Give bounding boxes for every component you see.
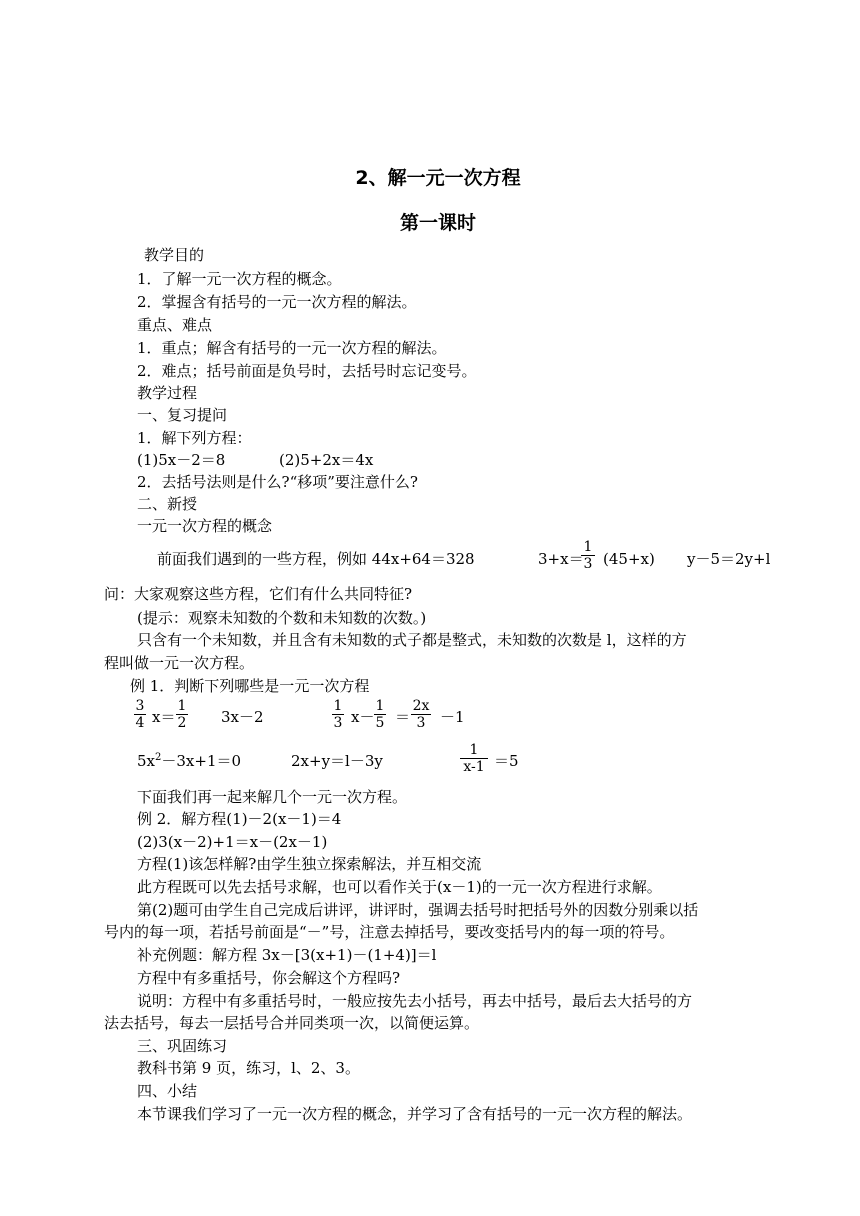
key-2: 2．难点；括号前面是负号时，去括号时忘记变号。 <box>137 362 477 380</box>
ex1-c-eq: ＝ <box>395 708 411 726</box>
para-6-line-1: 说明：方程中有多重括号时，一般应按先去小括号，再去中括号，最后去大括号的方 <box>137 992 693 1010</box>
key-heading: 重点、难点 <box>137 316 213 334</box>
intro-eq2-left: 3+x＝ <box>538 550 584 568</box>
ex1-a-fraction-1 <box>134 698 146 731</box>
ex1-c-mid: x－ <box>351 708 375 726</box>
fraction-numerator: 3 <box>135 698 145 714</box>
ex1-d <box>137 751 241 771</box>
practice-line: 教科书第 9 页，练习，l、2、3。 <box>137 1059 360 1077</box>
example-2-b: (2)3(x－2)+1＝x－(2x－1) <box>137 833 328 851</box>
section-review: 一、复习提问 <box>137 406 228 424</box>
para-5: 方程中有多重括号，你会解这个方程吗? <box>137 969 401 987</box>
para-1: 方程(1)该怎样解?由学生独立探索解法，并互相交流 <box>137 855 482 873</box>
goals-heading: 教学目的 <box>144 246 205 264</box>
para-3-line-2: 号内的每一项，若括号前面是“－”号，注意去掉括号，要改变括号内的每一项的符号。 <box>104 923 675 941</box>
question-2: 2．去括号法则是什么?“移项”要注意什么? <box>137 473 418 491</box>
next-line: 下面我们再一起来解几个一元一次方程。 <box>137 788 408 806</box>
ex1-f-fraction <box>460 742 488 775</box>
ex1-d-base: 5x <box>137 752 156 770</box>
fraction-numerator: 2x <box>412 698 430 714</box>
intro-eq3: y－5＝2y+l <box>687 550 771 568</box>
fraction-numerator: 1 <box>177 698 187 714</box>
example-2: 例 2．解方程(1)－2(x－1)＝4 <box>137 810 342 828</box>
doc-title: 2、解一元一次方程 <box>355 167 521 189</box>
hint-line: (提示：观察未知数的个数和未知数的次数。) <box>137 609 427 627</box>
doc-subtitle: 第一课时 <box>399 212 476 234</box>
para-4: 补充例题：解方程 3x－[3(x+1)－(1+4)]＝l <box>137 946 437 964</box>
process-heading: 教学过程 <box>137 384 198 402</box>
goal-2: 2．掌握含有括号的一元一次方程的解法。 <box>137 293 417 311</box>
intro-text: 前面我们遇到的一些方程，例如 44x+64＝328 <box>157 550 475 568</box>
definition-line-1: 只含有一个未知数，并且含有未知数的式子都是整式，未知数的次数是 l，这样的方 <box>137 631 687 649</box>
summary-line: 本节课我们学习了一元一次方程的概念，并学习了含有括号的一元一次方程的解法。 <box>137 1105 693 1123</box>
fraction-denominator: 2 <box>177 715 187 731</box>
section-practice: 三、巩固练习 <box>137 1037 228 1055</box>
intro-fraction <box>581 539 595 572</box>
ex1-f-end: ＝5 <box>494 752 519 770</box>
para-2: 此方程既可以先去括号求解，也可以看作关于(x－1)的一元一次方程进行求解。 <box>137 878 662 896</box>
section-summary: 四、小结 <box>137 1082 198 1100</box>
goal-1: 1．了解一元一次方程的概念。 <box>137 270 342 288</box>
ex1-d-exponent: 2 <box>155 752 162 763</box>
ex1-c-end: －1 <box>440 708 465 726</box>
ex1-e: 2x+y＝l－3y <box>291 752 383 770</box>
fraction-denominator: 5 <box>375 715 385 731</box>
ex1-d-rest: －3x+1＝0 <box>161 752 242 770</box>
definition-line-2: 程叫做一元一次方程。 <box>104 654 255 672</box>
fraction-numerator: 1 <box>583 539 593 555</box>
ex1-c-fraction-2 <box>374 698 386 731</box>
ex1-c-fraction-3 <box>411 698 431 731</box>
equation-1: (1)5x－2＝8 <box>137 451 226 469</box>
para-6-line-2: 法去括号，每去一层括号合并同类项一次，以简便运算。 <box>104 1014 480 1032</box>
ask-line: 问：大家观察这些方程，它们有什么共同特征? <box>104 585 413 603</box>
ex1-a-fraction-2 <box>176 698 188 731</box>
concept-heading: 一元一次方程的概念 <box>137 517 273 535</box>
question-1: 1．解下列方程： <box>137 429 252 447</box>
fraction-denominator: 3 <box>333 715 343 731</box>
intro-eq2-right: (45+x) <box>603 550 655 568</box>
example-1: 例 1．判断下列哪些是一元一次方程 <box>130 677 370 695</box>
fraction-numerator: 1 <box>333 698 343 714</box>
fraction-numerator: 1 <box>375 698 385 714</box>
ex1-a-mid: x＝ <box>152 708 176 726</box>
key-1: 1．重点；解含有括号的一元一次方程的解法。 <box>137 339 447 357</box>
equation-2: (2)5+2x＝4x <box>279 451 374 469</box>
section-new: 二、新授 <box>137 495 198 513</box>
para-3-line-1: 第(2)题可由学生自己完成后讲评，讲评时，强调去括号时把括号外的因数分别乘以括 <box>137 901 699 919</box>
ex1-b: 3x－2 <box>221 708 264 726</box>
fraction-denominator: x-1 <box>463 759 485 775</box>
ex1-c-fraction-1 <box>332 698 344 731</box>
fraction-numerator: 1 <box>469 742 479 758</box>
fraction-denominator: 3 <box>416 715 426 731</box>
fraction-denominator: 4 <box>135 715 145 731</box>
fraction-denominator: 3 <box>583 556 593 572</box>
